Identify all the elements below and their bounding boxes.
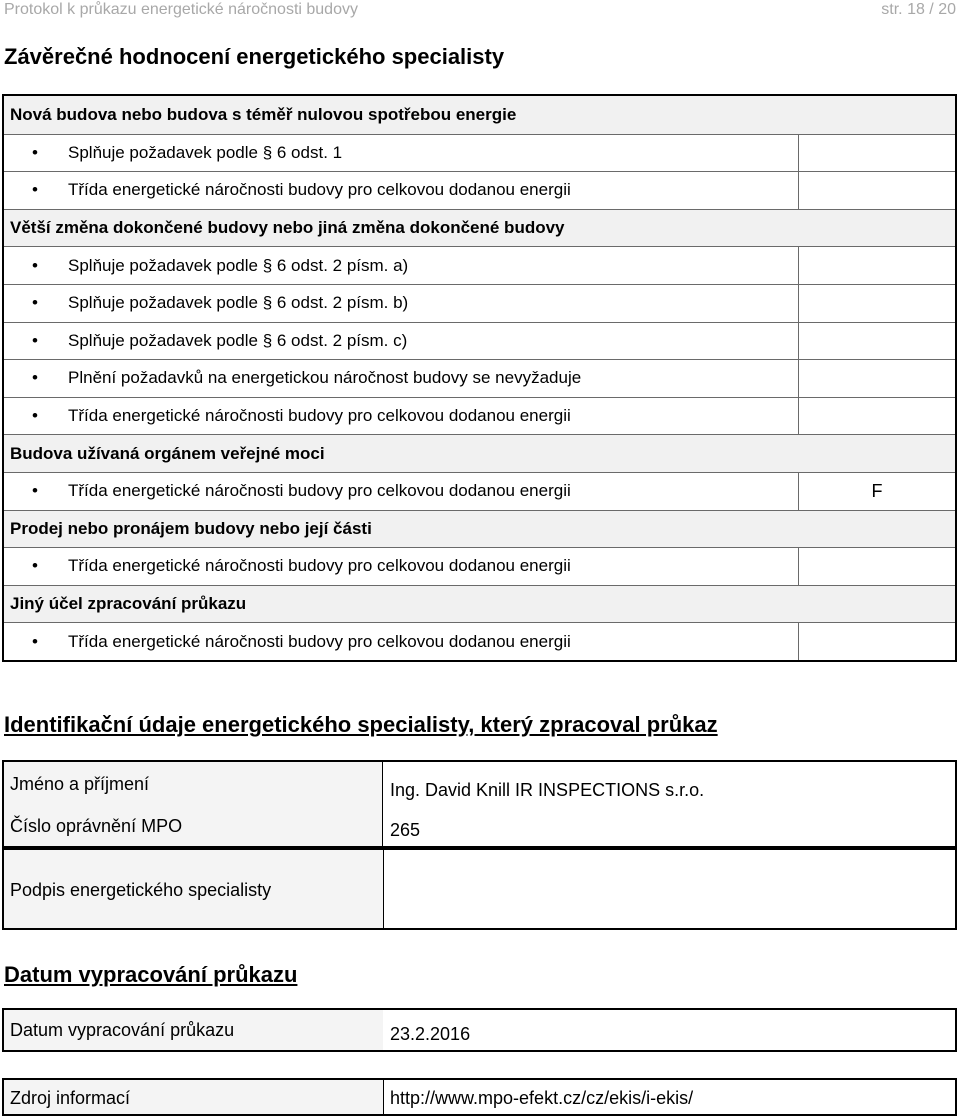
source-label: Zdroj informací (10, 1088, 131, 1108)
page-title: Závěrečné hodnocení energetického specialisty (4, 44, 505, 69)
bullet-icon: • (32, 631, 38, 651)
criterion-value (798, 135, 955, 172)
criterion-label: Třída energetické náročnosti budovy pro celkovou dodanou energii (68, 631, 571, 651)
bullet-icon: • (32, 481, 38, 501)
criterion-row (4, 284, 955, 322)
name-label: Jméno a příjmení (10, 774, 150, 794)
signature-field[interactable] (383, 850, 955, 928)
bullet-icon: • (32, 142, 38, 162)
criterion-row (4, 622, 955, 660)
criterion-label: Třída energetické náročnosti budovy pro celkovou dodanou energii (68, 406, 571, 426)
section-label: Větší změna dokončené budovy nebo jiná změna dokončené budovy (10, 218, 565, 238)
criterion-label: Třída energetické náročnosti budovy pro celkovou dodanou energii (68, 481, 571, 501)
mpo-label: Číslo oprávnění MPO (10, 816, 183, 836)
section-header-row (4, 510, 955, 548)
criterion-row (4, 134, 955, 172)
specialist-section-title: Identifikační údaje energetického specialisty, který zpracoval průkaz (4, 712, 718, 737)
criterion-row (4, 246, 955, 284)
criterion-row (4, 397, 955, 435)
criterion-value (798, 548, 955, 585)
page-number: str. 18 / 20 (881, 1, 956, 18)
bullet-icon: • (32, 293, 38, 313)
page-header (4, 0, 956, 20)
date-label: Datum vypracování průkazu (10, 1020, 235, 1040)
section-header-row (4, 96, 955, 134)
specialist-box (2, 760, 957, 848)
criterion-value (798, 623, 955, 660)
criterion-row (4, 359, 955, 397)
section-header-row (4, 209, 955, 247)
section-label: Budova užívaná orgánem veřejné moci (10, 443, 325, 463)
section-label: Nová budova nebo budova s téměř nulovou spotřebou energie (10, 104, 517, 124)
bullet-icon: • (32, 330, 38, 350)
date-value: 23.2.2016 (390, 1024, 471, 1044)
section-header-row (4, 434, 955, 472)
date-box (2, 1008, 957, 1052)
criterion-value (798, 285, 955, 322)
date-section-title: Datum vypracování průkazu (4, 962, 298, 987)
criterion-label: Třída energetické náročnosti budovy pro celkovou dodanou energii (68, 180, 571, 200)
source-link[interactable]: http://www.mpo-efekt.cz/cz/ekis/i-ekis/ (390, 1088, 694, 1108)
bullet-icon: • (32, 406, 38, 426)
section-label: Prodej nebo pronájem budovy nebo její části (10, 518, 372, 538)
specialist-value-area (383, 762, 955, 846)
criterion-value (798, 360, 955, 397)
criterion-row (4, 171, 955, 209)
bullet-icon: • (32, 180, 38, 200)
name-value: Ing. David Knill IR INSPECTIONS s.r.o. (390, 780, 705, 800)
criterion-label: Plnění požadavků na energetickou náročnost budovy se nevyžaduje (68, 368, 582, 388)
criterion-label: Třída energetické náročnosti budovy pro celkovou dodanou energii (68, 556, 571, 576)
signature-box (2, 848, 957, 930)
section-header-row (4, 585, 955, 623)
criterion-row (4, 322, 955, 360)
criterion-label: Splňuje požadavek podle § 6 odst. 2 písm. c) (68, 330, 408, 350)
criterion-value (798, 247, 955, 284)
bullet-icon: • (32, 556, 38, 576)
criterion-value (798, 398, 955, 435)
bullet-icon: • (32, 255, 38, 275)
document-title: Protokol k průkazu energetické náročnosti budovy (4, 1, 358, 18)
criterion-value: F (798, 473, 955, 510)
criterion-value (798, 323, 955, 360)
mpo-value: 265 (390, 820, 421, 840)
source-box (2, 1078, 957, 1116)
bullet-icon: • (32, 368, 38, 388)
criterion-row (4, 547, 955, 585)
criterion-value (798, 172, 955, 209)
section-label: Jiný účel zpracování průkazu (10, 594, 247, 614)
criterion-label: Splňuje požadavek podle § 6 odst. 2 písm. b) (68, 293, 409, 313)
criterion-label: Splňuje požadavek podle § 6 odst. 1 (68, 142, 343, 162)
criterion-row (4, 472, 955, 510)
signature-label: Podpis energetického specialisty (10, 880, 272, 900)
evaluation-table (2, 94, 957, 662)
criterion-label: Splňuje požadavek podle § 6 odst. 2 písm. a) (68, 255, 409, 275)
